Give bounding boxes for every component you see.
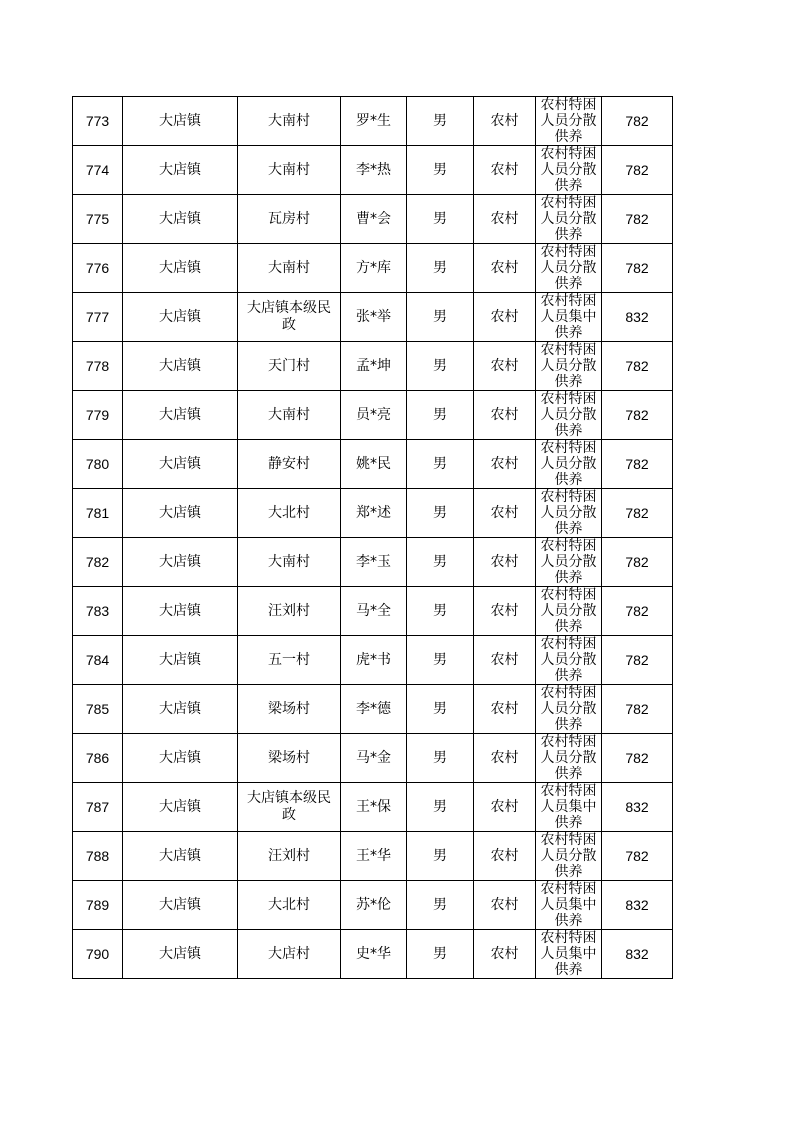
village-cell (238, 685, 341, 734)
town-cell: 大店镇 (123, 636, 238, 685)
gender-cell: 男 (407, 881, 474, 930)
person-name-cell: 郑*述 (341, 489, 407, 538)
row-number-cell: 774 (73, 146, 123, 195)
table-row (73, 342, 673, 391)
village-text: 大北村 (268, 896, 310, 913)
amount-cell: 782 (602, 587, 673, 636)
town-cell: 大店镇 (123, 538, 238, 587)
table-row (73, 930, 673, 979)
amount-cell: 832 (602, 881, 673, 930)
village-text: 大南村 (268, 112, 310, 129)
area-cell: 农村 (474, 97, 536, 146)
amount-cell: 782 (602, 538, 673, 587)
row-number-cell: 784 (73, 636, 123, 685)
village-text: 瓦房村 (268, 210, 310, 227)
person-name-cell: 马*金 (341, 734, 407, 783)
village-text: 梁场村 (268, 700, 310, 717)
amount-cell: 782 (602, 342, 673, 391)
row-number-cell: 786 (73, 734, 123, 783)
village-cell (238, 832, 341, 881)
category-cell (536, 783, 602, 832)
village-cell (238, 293, 341, 342)
category-cell (536, 587, 602, 636)
gender-cell: 男 (407, 538, 474, 587)
table-row (73, 538, 673, 587)
person-name-cell: 李*玉 (341, 538, 407, 587)
category-cell (536, 734, 602, 783)
table-row (73, 440, 673, 489)
village-cell (238, 636, 341, 685)
category-text: 农村特困人员分散供养 (540, 440, 597, 488)
row-number-cell: 788 (73, 832, 123, 881)
area-cell: 农村 (474, 587, 536, 636)
category-text: 农村特困人员分散供养 (540, 587, 597, 635)
gender-cell: 男 (407, 685, 474, 734)
table-row (73, 832, 673, 881)
town-cell: 大店镇 (123, 440, 238, 489)
amount-cell: 782 (602, 244, 673, 293)
row-number-cell: 783 (73, 587, 123, 636)
area-cell: 农村 (474, 342, 536, 391)
category-text: 农村特困人员分散供养 (540, 195, 597, 243)
table-row (73, 587, 673, 636)
row-number-cell: 781 (73, 489, 123, 538)
area-cell: 农村 (474, 783, 536, 832)
category-text: 农村特困人员分散供养 (540, 146, 597, 194)
gender-cell: 男 (407, 783, 474, 832)
category-cell (536, 244, 602, 293)
town-cell: 大店镇 (123, 881, 238, 930)
table-row (73, 489, 673, 538)
person-name-cell: 史*华 (341, 930, 407, 979)
village-text: 大店镇本级民政 (247, 790, 331, 823)
town-cell: 大店镇 (123, 832, 238, 881)
table-row (73, 734, 673, 783)
person-name-cell: 罗*生 (341, 97, 407, 146)
category-text: 农村特困人员分散供养 (540, 489, 597, 537)
table-row (73, 636, 673, 685)
town-cell: 大店镇 (123, 391, 238, 440)
village-text: 天门村 (268, 357, 310, 374)
village-cell (238, 244, 341, 293)
table-row (73, 391, 673, 440)
village-text: 大北村 (268, 504, 310, 521)
category-cell (536, 146, 602, 195)
village-text: 五一村 (268, 651, 310, 668)
area-cell: 农村 (474, 489, 536, 538)
gender-cell: 男 (407, 391, 474, 440)
village-cell (238, 930, 341, 979)
category-cell (536, 636, 602, 685)
area-cell: 农村 (474, 146, 536, 195)
gender-cell: 男 (407, 244, 474, 293)
amount-cell: 782 (602, 391, 673, 440)
category-cell (536, 930, 602, 979)
beneficiary-table (72, 96, 673, 979)
gender-cell: 男 (407, 832, 474, 881)
gender-cell: 男 (407, 489, 474, 538)
village-text: 大南村 (268, 259, 310, 276)
person-name-cell: 张*举 (341, 293, 407, 342)
village-cell (238, 587, 341, 636)
amount-cell: 832 (602, 783, 673, 832)
person-name-cell: 王*保 (341, 783, 407, 832)
person-name-cell: 员*亮 (341, 391, 407, 440)
category-text: 农村特困人员分散供养 (540, 734, 597, 782)
amount-cell: 782 (602, 734, 673, 783)
row-number-cell: 787 (73, 783, 123, 832)
row-number-cell: 778 (73, 342, 123, 391)
category-text: 农村特困人员集中供养 (540, 930, 597, 978)
category-cell (536, 391, 602, 440)
table-row (73, 881, 673, 930)
village-text: 静安村 (268, 455, 310, 472)
amount-cell: 832 (602, 930, 673, 979)
row-number-cell: 779 (73, 391, 123, 440)
table-row (73, 293, 673, 342)
category-text: 农村特困人员分散供养 (540, 636, 597, 684)
table-row (73, 685, 673, 734)
area-cell: 农村 (474, 244, 536, 293)
village-text: 大南村 (268, 161, 310, 178)
village-cell (238, 342, 341, 391)
table-body (73, 97, 673, 979)
person-name-cell: 王*华 (341, 832, 407, 881)
category-text: 农村特困人员分散供养 (540, 342, 597, 390)
town-cell: 大店镇 (123, 342, 238, 391)
gender-cell: 男 (407, 636, 474, 685)
amount-cell: 782 (602, 146, 673, 195)
amount-cell: 782 (602, 685, 673, 734)
village-cell (238, 538, 341, 587)
town-cell: 大店镇 (123, 587, 238, 636)
person-name-cell: 方*库 (341, 244, 407, 293)
amount-cell: 782 (602, 440, 673, 489)
town-cell: 大店镇 (123, 146, 238, 195)
gender-cell: 男 (407, 97, 474, 146)
village-cell (238, 734, 341, 783)
area-cell: 农村 (474, 538, 536, 587)
row-number-cell: 773 (73, 97, 123, 146)
town-cell: 大店镇 (123, 685, 238, 734)
village-cell (238, 440, 341, 489)
person-name-cell: 孟*坤 (341, 342, 407, 391)
gender-cell: 男 (407, 293, 474, 342)
town-cell: 大店镇 (123, 244, 238, 293)
category-text: 农村特困人员分散供养 (540, 538, 597, 586)
gender-cell: 男 (407, 734, 474, 783)
row-number-cell: 780 (73, 440, 123, 489)
gender-cell: 男 (407, 146, 474, 195)
person-name-cell: 李*德 (341, 685, 407, 734)
category-text: 农村特困人员分散供养 (540, 685, 597, 733)
area-cell: 农村 (474, 685, 536, 734)
village-text: 大店镇本级民政 (247, 300, 331, 333)
area-cell: 农村 (474, 391, 536, 440)
table-row (73, 146, 673, 195)
row-number-cell: 790 (73, 930, 123, 979)
village-cell (238, 489, 341, 538)
row-number-cell: 782 (73, 538, 123, 587)
gender-cell: 男 (407, 587, 474, 636)
amount-cell: 782 (602, 636, 673, 685)
category-text: 农村特困人员集中供养 (540, 881, 597, 929)
person-name-cell: 李*热 (341, 146, 407, 195)
category-cell (536, 685, 602, 734)
village-text: 汪刘村 (268, 847, 310, 864)
row-number-cell: 777 (73, 293, 123, 342)
area-cell: 农村 (474, 440, 536, 489)
category-cell (536, 881, 602, 930)
table-row (73, 195, 673, 244)
village-cell (238, 195, 341, 244)
gender-cell: 男 (407, 342, 474, 391)
village-cell (238, 881, 341, 930)
category-cell (536, 538, 602, 587)
town-cell: 大店镇 (123, 734, 238, 783)
area-cell: 农村 (474, 293, 536, 342)
person-name-cell: 曹*会 (341, 195, 407, 244)
amount-cell: 782 (602, 832, 673, 881)
person-name-cell: 姚*民 (341, 440, 407, 489)
person-name-cell: 虎*书 (341, 636, 407, 685)
category-cell (536, 342, 602, 391)
category-cell (536, 440, 602, 489)
village-text: 大南村 (268, 406, 310, 423)
category-cell (536, 97, 602, 146)
category-text: 农村特困人员分散供养 (540, 391, 597, 439)
table-row (73, 244, 673, 293)
village-text: 大南村 (268, 553, 310, 570)
category-cell (536, 489, 602, 538)
person-name-cell: 马*全 (341, 587, 407, 636)
category-cell (536, 195, 602, 244)
person-name-cell: 苏*伦 (341, 881, 407, 930)
row-number-cell: 785 (73, 685, 123, 734)
amount-cell: 832 (602, 293, 673, 342)
town-cell: 大店镇 (123, 930, 238, 979)
village-text: 梁场村 (268, 749, 310, 766)
amount-cell: 782 (602, 489, 673, 538)
town-cell: 大店镇 (123, 97, 238, 146)
category-text: 农村特困人员分散供养 (540, 97, 597, 145)
area-cell: 农村 (474, 832, 536, 881)
area-cell: 农村 (474, 881, 536, 930)
table-row (73, 783, 673, 832)
category-text: 农村特困人员集中供养 (540, 293, 597, 341)
village-text: 汪刘村 (268, 602, 310, 619)
category-text: 农村特困人员分散供养 (540, 244, 597, 292)
row-number-cell: 776 (73, 244, 123, 293)
village-cell (238, 391, 341, 440)
category-text: 农村特困人员集中供养 (540, 783, 597, 831)
amount-cell: 782 (602, 97, 673, 146)
town-cell: 大店镇 (123, 195, 238, 244)
table-row (73, 97, 673, 146)
area-cell: 农村 (474, 734, 536, 783)
gender-cell: 男 (407, 440, 474, 489)
village-text: 大店村 (268, 945, 310, 962)
category-cell (536, 832, 602, 881)
area-cell: 农村 (474, 930, 536, 979)
village-cell (238, 783, 341, 832)
category-cell (536, 293, 602, 342)
town-cell: 大店镇 (123, 293, 238, 342)
town-cell: 大店镇 (123, 783, 238, 832)
row-number-cell: 775 (73, 195, 123, 244)
village-cell (238, 97, 341, 146)
area-cell: 农村 (474, 195, 536, 244)
row-number-cell: 789 (73, 881, 123, 930)
village-cell (238, 146, 341, 195)
gender-cell: 男 (407, 195, 474, 244)
area-cell: 农村 (474, 636, 536, 685)
gender-cell: 男 (407, 930, 474, 979)
town-cell: 大店镇 (123, 489, 238, 538)
category-text: 农村特困人员分散供养 (540, 832, 597, 880)
amount-cell: 782 (602, 195, 673, 244)
